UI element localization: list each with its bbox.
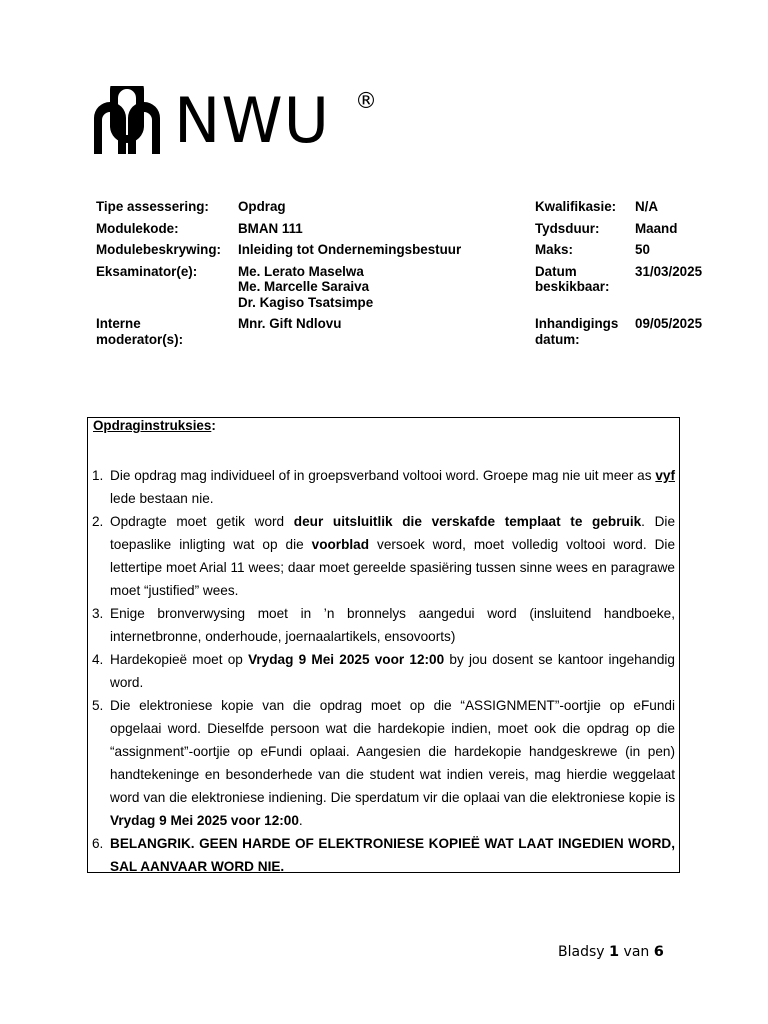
text-run: Die elektroniese kopie van die opdrag moet op die “ASSIGNMENT”-oortjie op eFundi opgelaai word. Dieselfde persoon wat die hardekopie indien, moet ook die opdrag op die “assignment”-oortjie op eFundi oplaai. Aangesien die hardekopie handgeskrewe (in pen) handtekeninge en besonderhede van die student wat indien vereis, mag hierdie weggelaat word van die elektroniese indiening. Die sperdatum vir die oplaai van die elektroniese kopie is [110, 698, 675, 805]
list-number: 3. [92, 606, 104, 621]
examiner-name: Me. Marcelle Saraiva [238, 279, 370, 294]
list-number: 2. [92, 514, 104, 529]
text-run: . Die toepaslike inligting wat op die [110, 514, 676, 552]
page-label: Bladsy [558, 944, 609, 960]
info-label: Tipe assessering: [96, 199, 209, 214]
info-label-line: Inhandigings [535, 316, 619, 331]
info-value: 50 [635, 242, 650, 257]
info-value: Opdrag [238, 199, 286, 214]
current-page: 1 [609, 944, 620, 960]
instructions-heading [93, 418, 216, 433]
text-run: Die opdrag mag individueel of in groepsverband voltooi word. Groepe mag nie uit meer as [110, 468, 656, 483]
examiner-name: Me. Lerato Maselwa [238, 263, 364, 279]
info-value: Maand [635, 220, 678, 236]
text-run: versoek word, moet volledig voltooi word. Die lettertipe moet Arial 11 wees; daar moet gereelde spasiëring tussen sinne wees en paragrawe moet “justified” wees. [110, 537, 676, 598]
text-run-bold: vyf [655, 468, 675, 483]
info-label-line: beskikbaar: [535, 279, 610, 294]
list-text: BELANGRIK. GEEN HARDE OF ELEKTRONIESE KOPIEË WAT LAAT INGEDIEN WORD, SAL AANVAAR WORD NIE. [110, 836, 675, 874]
list-item [92, 694, 675, 832]
list-item [92, 510, 675, 602]
text-run: lede bestaan nie. [110, 491, 214, 506]
info-label [96, 316, 238, 353]
info-row [96, 199, 716, 221]
info-label-line: Interne [96, 316, 141, 331]
list-number: 4. [92, 652, 104, 667]
text-run-bold: Vrydag 9 Mei 2025 voor 12:00 [248, 652, 445, 667]
list-text [110, 648, 675, 694]
list-text [110, 694, 675, 832]
info-row [96, 221, 716, 243]
instructions-heading-text: Opdraginstruksies [93, 418, 212, 433]
assessment-info [96, 199, 716, 353]
info-value: Mnr. Gift Ndlovu [238, 316, 342, 331]
info-value: 09/05/2025 [635, 316, 703, 331]
logo-wordmark: NWU [174, 84, 331, 157]
total-pages: 6 [653, 944, 664, 960]
info-label: Eksaminator(e): [96, 263, 198, 279]
list-item [92, 602, 675, 648]
text-run-bold: Vrydag 9 Mei 2025 voor 12:00 [110, 813, 299, 828]
info-label: Modulekode: [96, 220, 179, 236]
nwu-logo [92, 84, 377, 157]
info-label-line: Datum [535, 263, 577, 279]
info-value: BMAN 111 [238, 220, 303, 236]
list-number: 5. [92, 698, 104, 713]
list-item [92, 464, 675, 510]
info-label [535, 316, 635, 353]
list-text [110, 510, 675, 602]
info-label: Tydsduur: [535, 220, 600, 236]
info-label: Modulebeskrywing: [96, 242, 221, 257]
nwu-emblem-icon [92, 86, 162, 156]
list-number: 1. [92, 468, 104, 483]
info-value: 31/03/2025 [635, 263, 703, 279]
info-value: Inleiding tot Ondernemingsbestuur [238, 242, 462, 257]
list-item [92, 832, 675, 878]
info-row [96, 264, 716, 317]
info-label-line: moderator(s): [96, 331, 184, 347]
page-label-of: van [619, 944, 654, 960]
text-run: . [298, 813, 303, 828]
info-row [96, 316, 716, 353]
text-run: Opdragte moet getik word [110, 514, 294, 529]
list-text [110, 464, 675, 510]
list-text: Enige bronverwysing moet in ’n bronnelys aangedui word (insluitend handboeke, internetbronne, onderhoude, joernaalartikels, ensovoorts) [110, 606, 675, 644]
text-run: by jou dosent se kantoor ingehandig word. [110, 652, 675, 690]
instructions-box [87, 417, 680, 873]
info-row [96, 242, 716, 264]
instructions-list [92, 464, 675, 878]
info-label: Kwalifikasie: [535, 199, 617, 214]
registered-mark: ® [355, 89, 377, 114]
info-label-line: datum: [535, 331, 580, 347]
info-label: Maks: [535, 242, 573, 257]
examiner-name: Dr. Kagiso Tsatsimpe [238, 294, 374, 310]
page-number [558, 944, 664, 960]
text-run-bold: voorblad [311, 537, 370, 552]
list-number: 6. [92, 836, 104, 851]
text-run: Hardekopieë moet op [110, 652, 249, 667]
text-run-bold: deur uitsluitlik die verskafde templaat te gebruik [293, 514, 642, 529]
info-value [238, 264, 535, 317]
info-value: N/A [635, 199, 659, 214]
list-item [92, 648, 675, 694]
info-label [535, 264, 635, 317]
instructions-heading-colon: : [211, 418, 216, 433]
